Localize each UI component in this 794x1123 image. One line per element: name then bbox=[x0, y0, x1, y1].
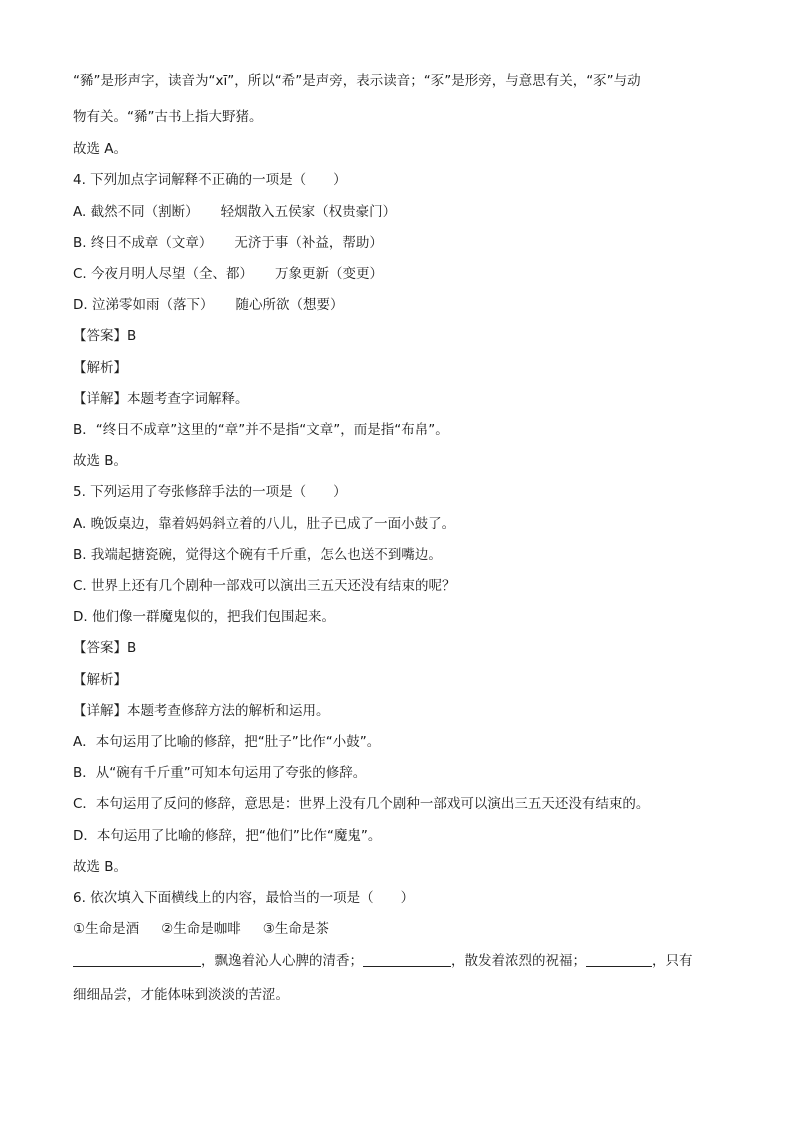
q4-option-b: B. 终日不成章（文章） 无济于事（补益，帮助） bbox=[73, 235, 383, 251]
prev-analysis-line-1: “豨”是形声字，读音为“xī”，所以“希”是声旁，表示读音；“豕”是形旁，与意思有关，“豕”与动 bbox=[73, 73, 641, 89]
q5-explanation-b: B．从“碗有千斤重”可知本句运用了夸张的修辞。 bbox=[73, 765, 367, 781]
q6-stem: 6. 依次填入下面横线上的内容，最恰当的一项是（ ） bbox=[73, 890, 415, 906]
q4-option-a: A. 截然不同（割断） 轻烟散入五侯家（权贵豪门） bbox=[73, 204, 397, 220]
q5-option-c: C. 世界上还有几个剧种一部戏可以演出三五天还没有结束的呢？ bbox=[73, 578, 456, 594]
q5-conclusion: 故选 B。 bbox=[73, 859, 128, 875]
q6-fill-line: ，飘逸着沁人心脾的清香； ，散发着浓烈的祝福； ，只有 bbox=[73, 951, 734, 971]
fill-blank-3 bbox=[586, 951, 652, 967]
q4-conclusion: 故选 B。 bbox=[73, 453, 128, 469]
q4-answer: 【答案】B bbox=[73, 328, 137, 344]
q4-option-c: C. 今夜月明人尽望（全、都） 万象更新（变更） bbox=[73, 266, 384, 282]
q4-detail: 【详解】本题考查字词解释。 bbox=[73, 391, 249, 407]
q5-detail: 【详解】本题考查修辞方法的解析和运用。 bbox=[73, 703, 330, 719]
q5-option-b: B. 我端起搪瓷碗，觉得这个碗有千斤重，怎么也送不到嘴边。 bbox=[73, 547, 442, 563]
q5-explanation-c: C．本句运用了反问的修辞，意思是：世界上没有几个剧种一部戏可以演出三五天还没有结束的。 bbox=[73, 796, 650, 812]
q5-answer: 【答案】B bbox=[73, 640, 137, 656]
fill-blank-1 bbox=[73, 951, 201, 967]
q4-analysis-head: 【解析】 bbox=[73, 360, 127, 376]
q5-explanation-a: A．本句运用了比喻的修辞，把“肚子”比作“小鼓”。 bbox=[73, 734, 381, 750]
q6-options: ①生命是酒 ②生命是咖啡 ③生命是茶 bbox=[73, 921, 329, 937]
prev-analysis-line-2: 物有关。“豨”古书上指大野猪。 bbox=[73, 109, 263, 125]
q4-stem: 4. 下列加点字词解释不正确的一项是（ ） bbox=[73, 172, 347, 188]
q5-option-a: A. 晚饭桌边，靠着妈妈斜立着的八儿，肚子已成了一面小鼓了。 bbox=[73, 516, 456, 532]
q4-option-d: D. 泣涕零如雨（落下） 随心所欲（想要） bbox=[73, 297, 344, 313]
q5-explanation-d: D．本句运用了比喻的修辞，把“他们”比作“魔鬼”。 bbox=[73, 828, 382, 844]
q4-explanation: B．“终日不成章”这里的“章”并不是指“文章”，而是指“布帛”。 bbox=[73, 422, 449, 438]
prev-conclusion: 故选 A。 bbox=[73, 141, 128, 157]
q5-stem: 5. 下列运用了夸张修辞手法的一项是（ ） bbox=[73, 484, 347, 500]
q6-fill-line-2: 细细品尝，才能体味到淡淡的苦涩。 bbox=[73, 987, 289, 1003]
q5-option-d: D. 他们像一群魔鬼似的，把我们包围起来。 bbox=[73, 609, 335, 625]
q5-analysis-head: 【解析】 bbox=[73, 672, 127, 688]
fill-blank-2 bbox=[363, 951, 451, 967]
